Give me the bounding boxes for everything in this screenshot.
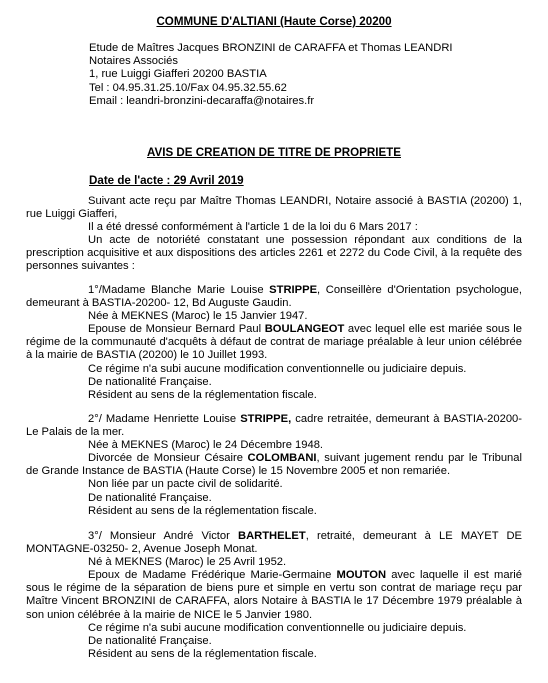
person-1-surname: STRIPPE <box>269 284 318 296</box>
person-1-marital-status: Epouse de Monsieur Bernard Paul BOULANGEOT avec lequel elle est mariée sous le régime de la communauté d'acquêts à défaut de contrat de mariage préalable à leur union célébrée à la mairie de BASTIA (20200) le 10 Juillet 1993. <box>26 323 523 362</box>
person-1-section <box>26 284 522 402</box>
person-2-marital-status: Divorcée de Monsieur Césaire COLOMBANI, suivant jugement rendu par le Tribunal de Grande Instance de BASTIA (Haute Corse) le 15 Novembre 2005 et non remariée. <box>26 452 522 478</box>
person-3-nationality: De nationalité Française. <box>88 634 212 647</box>
intro-section <box>26 195 522 274</box>
intro-paragraph-2: Il a été dressé conformément à l'article 1 de la loi du 6 Mars 2017 : <box>88 221 418 234</box>
person-3-tax-residency: Résident au sens de la réglementation fiscale. <box>88 647 317 660</box>
commune-heading: COMMUNE D'ALTIANI (Haute Corse) 20200 <box>156 15 392 28</box>
person-3-section <box>26 530 522 661</box>
person-2-identity: 2°/ Madame Henriette Louise STRIPPE, cadre retraitée, demeurant à BASTIA-20200- Le Palais de la mer. <box>26 413 522 439</box>
notary-office-block <box>89 42 529 108</box>
person-2-birth: Née à MEKNES (Maroc) le 24 Décembre 1948. <box>88 439 324 452</box>
person-1-nationality: De nationalité Française. <box>88 375 212 388</box>
person-1-tax-residency: Résident au sens de la réglementation fiscale. <box>88 388 317 401</box>
person-3-regime: Ce régime n'a subi aucune modification conventionnelle ou judiciaire depuis. <box>88 621 467 634</box>
person-1-spouse-surname: BOULANGEOT <box>264 323 345 336</box>
person-2-tax-residency: Résident au sens de la réglementation fiscale. <box>88 504 317 517</box>
act-date: Date de l'acte : 29 Avril 2019 <box>89 174 244 187</box>
person-1-birth: Née à MEKNES (Maroc) le 15 Janvier 1947. <box>88 310 308 323</box>
person-2-section <box>26 413 522 518</box>
person-1-regime: Ce régime n'a subi aucune modification conventionnelle ou judiciaire depuis. <box>88 362 467 375</box>
notary-office-subtitle: Notaires Associés <box>89 55 178 68</box>
notary-office-email: Email : leandri-bronzini-decaraffa@notaires.fr <box>89 94 315 107</box>
person-3-birth: Né à MEKNES (Maroc) le 25 Avril 1952. <box>88 556 287 569</box>
notary-office-phone: Tel : 04.95.31.25.10/Fax 04.95.32.55.62 <box>89 81 287 94</box>
person-2-nationality: De nationalité Française. <box>88 491 212 504</box>
intro-paragraph-3: Un acte de notoriété constatant une possession répondant aux conditions de la prescription acquisitive et aux dispositions des articles 2261 et 2272 du Code Civil, à la requête des personnes suivantes : <box>26 234 522 273</box>
person-1-identity: 1°/Madame Blanche Marie Louise STRIPPE, Conseillère d'Orientation psychologue, demeurant à BASTIA-20200- 12, Bd Auguste Gaudin. <box>26 284 522 310</box>
person-3-spouse-surname: MOUTON <box>336 569 387 582</box>
notary-office-name: Etude de Maîtres Jacques BRONZINI de CARAFFA et Thomas LEANDRI <box>89 42 453 54</box>
person-2-ex-spouse-surname: COLOMBANI <box>247 452 317 465</box>
intro-paragraph-1: Suivant acte reçu par Maître Thomas LEANDRI, Notaire associé à BASTIA (20200) 1, rue Luiggi Giafferi, <box>26 195 522 221</box>
person-2-surname: STRIPPE, <box>240 413 292 425</box>
person-2-pacs-status: Non liée par un pacte civil de solidarité. <box>88 478 283 491</box>
notary-office-address: 1, rue Luiggi Giafferi 20200 BASTIA <box>89 68 267 81</box>
person-3-surname: BARTHELET <box>237 530 306 542</box>
notice-title: AVIS DE CREATION DE TITRE DE PROPRIETE <box>146 146 401 159</box>
person-3-identity: 3°/ Monsieur André Victor BARTHELET, retraité, demeurant à LE MAYET DE MONTAGNE-03250- 2, Avenue Joseph Monat. <box>26 530 522 556</box>
person-3-marital-status: Epoux de Madame Frédérique Marie-Germaine MOUTON avec laquelle il est marié sous le régime de la séparation de biens pure et simple en vertu son contrat de mariage reçu par Maître Vincent BRONZINI de CARAFFA, alors Notaire à BASTIA le 17 Décembre 1979 préalable à son union célébrée à la mairie de NICE le 5 Janvier 1980. <box>26 569 522 621</box>
